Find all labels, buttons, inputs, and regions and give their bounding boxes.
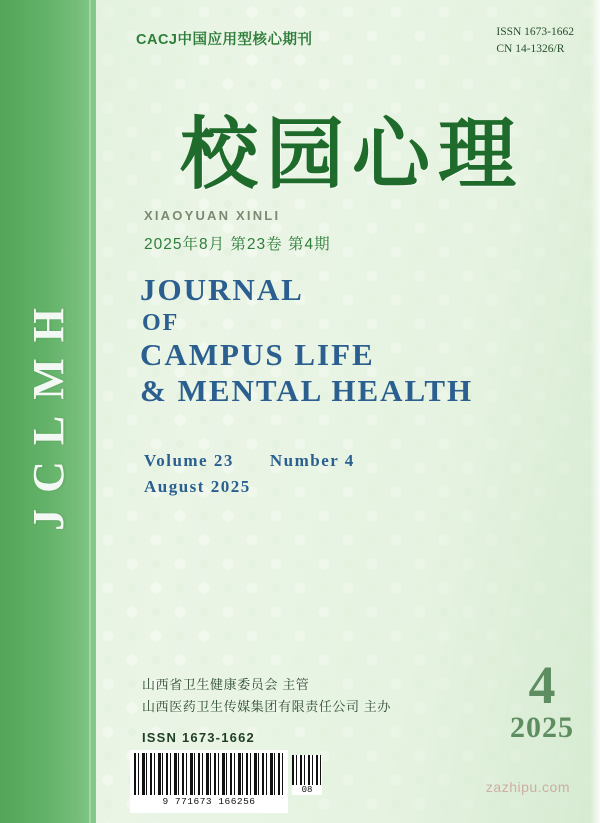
issn-block <box>496 24 574 59</box>
right-edge-highlight <box>590 0 600 823</box>
watermark: zazhipu.com <box>485 779 570 795</box>
publisher-organizer: 山西医药卫生传媒集团有限责任公司 主办 <box>142 699 392 715</box>
issue-line-chinese: 2025年8月 第23卷 第4期 <box>144 236 331 253</box>
english-title-line-1: JOURNAL <box>140 272 304 307</box>
english-title-line-3: CAMPUS LIFE <box>140 336 375 372</box>
barcode-addon <box>292 755 322 795</box>
barcode-bars <box>134 753 284 795</box>
volume-label: Volume 23 <box>144 451 234 470</box>
issn-bottom-label: ISSN 1673-1662 <box>142 730 255 745</box>
volume-number-line <box>144 451 355 471</box>
publisher-block <box>142 674 391 720</box>
core-journal-badge: CACJ中国应用型核心期刊 <box>136 32 313 48</box>
barcode-number: 9 771673 166256 <box>162 796 256 807</box>
pinyin-title: XIAOYUAN XINLI <box>144 208 281 223</box>
spine-text-label: JCLMH <box>23 292 73 531</box>
barcode-addon-bars <box>292 755 322 785</box>
chinese-title: 校园心理 <box>179 111 524 198</box>
issue-number-digit: 4 <box>528 654 556 715</box>
cn-label: CN 14-1326/R <box>496 43 565 56</box>
publisher-supervisor: 山西省卫生健康委员会 主管 <box>142 676 310 692</box>
issn-label: ISSN 1673-1662 <box>496 26 574 38</box>
barcode-addon-number: 08 <box>301 785 313 795</box>
spine-text <box>0 0 96 823</box>
number-label: Number 4 <box>269 451 355 470</box>
english-title-line-2: OF <box>142 309 180 336</box>
date-label: August 2025 <box>144 477 251 496</box>
barcode <box>130 750 313 813</box>
english-title <box>140 272 473 410</box>
cover-content <box>96 0 600 823</box>
english-title-line-4: & MENTAL HEALTH <box>140 373 474 409</box>
issue-number-large <box>510 654 574 745</box>
issue-year: 2025 <box>510 711 574 744</box>
